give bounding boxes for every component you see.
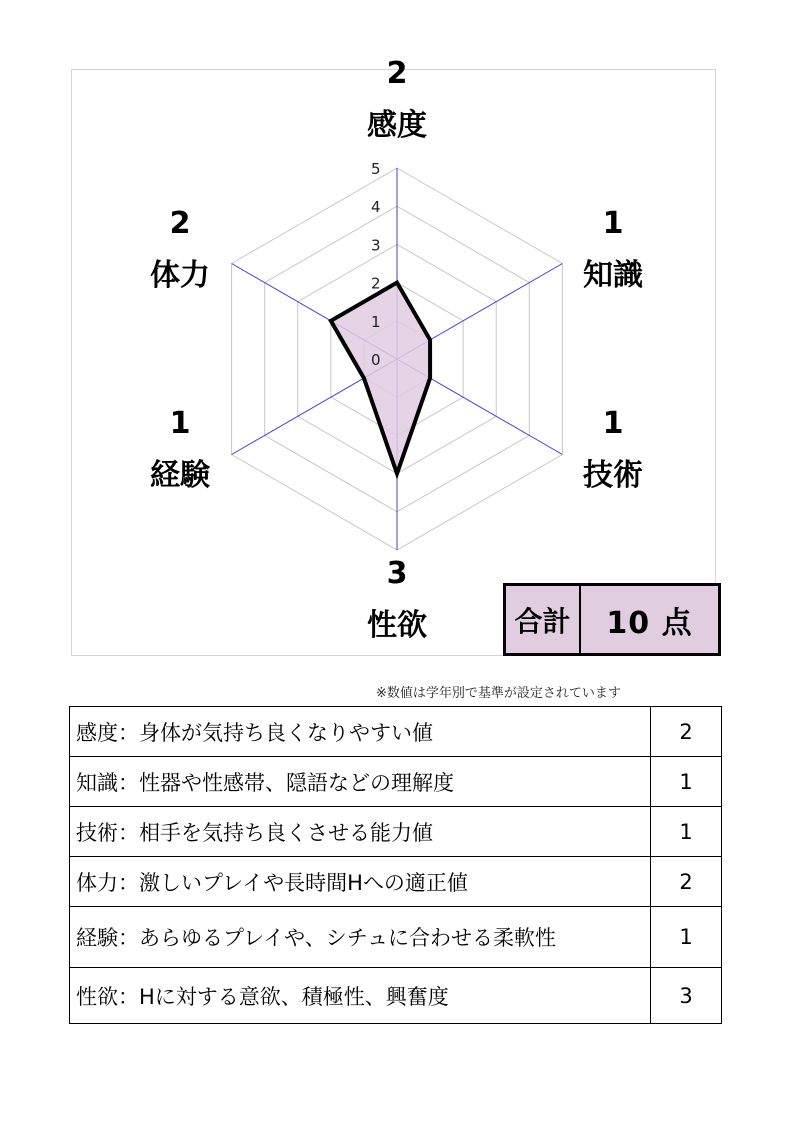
axis-name-label: 知識 <box>583 258 643 293</box>
description-value: 1 <box>651 757 722 807</box>
tick-label: 3 <box>371 236 381 255</box>
description-text: 性欲：Hに対する意欲、積極性、興奮度 <box>70 968 651 1024</box>
table-row <box>70 968 722 1024</box>
description-text: 技術：相手を気持ち良くさせる能力値 <box>70 807 651 857</box>
table-row <box>70 907 722 968</box>
axis-name-label: 性欲 <box>367 608 427 643</box>
table-row <box>70 807 722 857</box>
table-row <box>70 757 722 807</box>
axis-value-label: 1 <box>169 406 191 441</box>
description-text: 知識：性器や性感帯、隠語などの理解度 <box>70 757 651 807</box>
tick-label: 1 <box>371 312 381 331</box>
description-text: 感度：身体が気持ち良くなりやすい値 <box>70 707 651 757</box>
axis-value-label: 1 <box>602 206 624 241</box>
footnote: ※数値は学年別で基準が設定されています <box>376 686 621 701</box>
description-value: 1 <box>651 907 722 968</box>
table-row <box>70 707 722 757</box>
tick-label: 4 <box>371 198 381 217</box>
data-series-area <box>331 283 430 474</box>
tick-label: 0 <box>371 351 381 369</box>
axis-value-label: 2 <box>386 56 408 91</box>
total-value: 10 点 <box>606 605 693 641</box>
total-label: 合計 <box>506 586 581 653</box>
description-text: 経験：あらゆるプレイや、シチュに合わせる柔軟性 <box>70 907 651 968</box>
axis-name-label: 技術 <box>583 458 643 493</box>
axis-name-label: 体力 <box>150 258 210 293</box>
description-value: 2 <box>651 857 722 907</box>
axis-value-label: 2 <box>169 206 191 241</box>
table-row <box>70 857 722 907</box>
axis-value-label: 1 <box>602 406 624 441</box>
axis-value-label: 3 <box>386 556 408 591</box>
description-table <box>69 706 722 1024</box>
axis-name-label: 感度 <box>367 108 427 143</box>
description-value: 3 <box>651 968 722 1024</box>
description-value: 1 <box>651 807 722 857</box>
tick-label: 5 <box>371 160 381 178</box>
description-value: 2 <box>651 707 722 757</box>
description-text: 体力：激しいプレイや長時間Hへの適正値 <box>70 857 651 907</box>
axis-name-label: 経験 <box>150 458 210 493</box>
tick-label: 2 <box>371 274 381 293</box>
total-box <box>503 583 721 656</box>
